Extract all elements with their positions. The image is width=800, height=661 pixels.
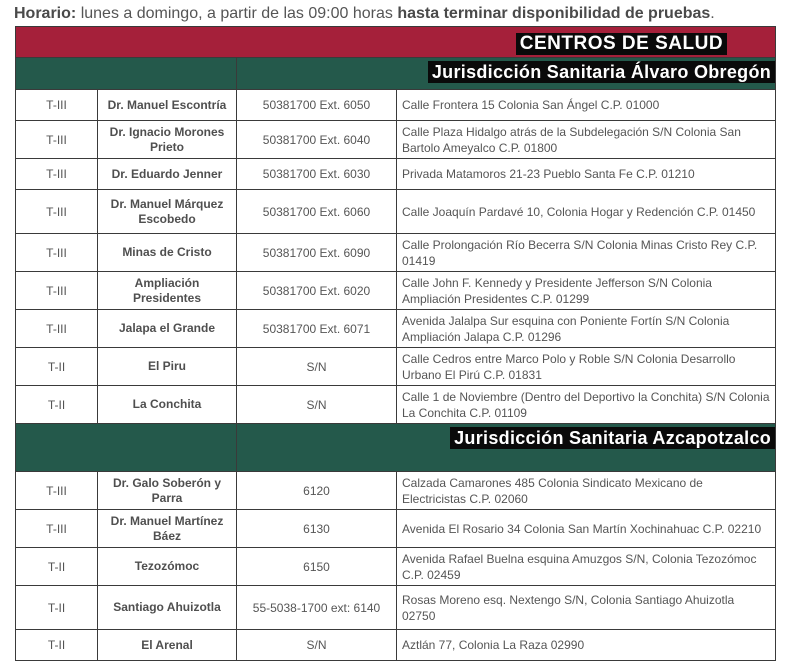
cell-phone: S/N (237, 630, 397, 661)
jurisdiction-right-cell (237, 58, 776, 90)
schedule-period: . (710, 5, 715, 22)
cell-address: Privada Matamoros 21-23 Pueblo Santa Fe C.P. 01210 (397, 159, 776, 190)
jurisdiction-row (16, 424, 776, 472)
table-row (16, 630, 776, 661)
cell-phone: 6120 (237, 472, 397, 510)
cell-center-name: Dr. Galo Soberón y Parra (98, 472, 237, 510)
cell-address: Calzada Camarones 485 Colonia Sindicato Mexicano de Electricistas C.P. 02060 (397, 472, 776, 510)
cell-center-name: Ampliación Presidentes (98, 272, 237, 310)
cell-phone: 50381700 Ext. 6060 (237, 190, 397, 234)
schedule-line (14, 4, 794, 24)
schedule-until: hasta terminar disponibilidad de pruebas (397, 5, 711, 22)
table-row (16, 510, 776, 548)
cell-address: Avenida Jalalpa Sur esquina con Poniente Fortín S/N Colonia Ampliación Jalapa C.P. 01296 (397, 310, 776, 348)
cell-address: Calle Frontera 15 Colonia San Ángel C.P. 01000 (397, 90, 776, 121)
cell-address: Rosas Moreno esq. Nextengo S/N, Colonia Santiago Ahuizotla 02750 (397, 586, 776, 630)
cell-type: T-III (16, 159, 98, 190)
cell-type: T-II (16, 586, 98, 630)
cell-center-name: Dr. Manuel Martínez Báez (98, 510, 237, 548)
cell-type: T-III (16, 90, 98, 121)
cell-phone: 6130 (237, 510, 397, 548)
cell-type: T-III (16, 272, 98, 310)
cell-center-name: El Arenal (98, 630, 237, 661)
table-row (16, 121, 776, 159)
cell-address: Calle Cedros entre Marco Polo y Roble S/N Colonia Desarrollo Urbano El Pirú C.P. 01831 (397, 348, 776, 386)
table-row (16, 348, 776, 386)
cell-type: T-III (16, 234, 98, 272)
table-row (16, 90, 776, 121)
schedule-label: Horario: (14, 5, 77, 22)
cell-type: T-III (16, 190, 98, 234)
table-body (16, 27, 776, 661)
jurisdiction-right-cell (237, 424, 776, 472)
cell-address: Avenida Rafael Buelna esquina Amuzgos S/N, Colonia Tezozómoc C.P. 02459 (397, 548, 776, 586)
jurisdiction-left-cell (16, 58, 237, 90)
title-cell (16, 27, 776, 58)
cell-type: T-III (16, 472, 98, 510)
title-row (16, 27, 776, 58)
cell-center-name: Jalapa el Grande (98, 310, 237, 348)
cell-type: T-II (16, 548, 98, 586)
cell-center-name: El Piru (98, 348, 237, 386)
table-row (16, 586, 776, 630)
schedule-days: lunes a domingo, a partir de las 09:00 horas (80, 5, 393, 22)
cell-center-name: Minas de Cristo (98, 234, 237, 272)
table-row (16, 159, 776, 190)
cell-type: T-III (16, 510, 98, 548)
cell-phone: 50381700 Ext. 6090 (237, 234, 397, 272)
cell-phone: 6150 (237, 548, 397, 586)
cell-center-name: Dr. Ignacio Morones Prieto (98, 121, 237, 159)
table-row (16, 272, 776, 310)
cell-type: T-II (16, 630, 98, 661)
cell-phone: S/N (237, 348, 397, 386)
cell-type: T-II (16, 386, 98, 424)
table-row (16, 190, 776, 234)
cell-center-name: La Conchita (98, 386, 237, 424)
cell-type: T-III (16, 310, 98, 348)
cell-address: Calle Joaquín Pardavé 10, Colonia Hogar y Redención C.P. 01450 (397, 190, 776, 234)
cell-phone: S/N (237, 386, 397, 424)
cell-address: Calle Plaza Hidalgo atrás de la Subdelegación S/N Colonia San Bartolo Ameyalco C.P. 01800 (397, 121, 776, 159)
jurisdiction-name: Jurisdicción Sanitaria Álvaro Obregón (428, 61, 775, 83)
cell-phone: 50381700 Ext. 6020 (237, 272, 397, 310)
cell-center-name: Santiago Ahuizotla (98, 586, 237, 630)
cell-center-name: Dr. Eduardo Jenner (98, 159, 237, 190)
cell-address: Calle Prolongación Río Becerra S/N Colonia Minas Cristo Rey C.P. 01419 (397, 234, 776, 272)
cell-address: Calle 1 de Noviembre (Dentro del Deportivo la Conchita) S/N Colonia La Conchita C.P. 01109 (397, 386, 776, 424)
cell-address: Calle John F. Kennedy y Presidente Jefferson S/N Colonia Ampliación Presidentes C.P. 01299 (397, 272, 776, 310)
cell-phone: 50381700 Ext. 6050 (237, 90, 397, 121)
cell-type: T-III (16, 121, 98, 159)
table-row (16, 548, 776, 586)
jurisdiction-name: Jurisdicción Sanitaria Azcapotzalco (450, 427, 775, 449)
cell-phone: 50381700 Ext. 6071 (237, 310, 397, 348)
cell-center-name: Tezozómoc (98, 548, 237, 586)
cell-phone: 50381700 Ext. 6030 (237, 159, 397, 190)
table-row (16, 472, 776, 510)
cell-phone: 50381700 Ext. 6040 (237, 121, 397, 159)
cell-address: Avenida El Rosario 34 Colonia San Martín Xochinahuac C.P. 02210 (397, 510, 776, 548)
jurisdiction-row (16, 58, 776, 90)
table-row (16, 386, 776, 424)
cell-type: T-II (16, 348, 98, 386)
cell-address: Aztlán 77, Colonia La Raza 02990 (397, 630, 776, 661)
health-centers-table (15, 26, 776, 661)
cell-phone: 55-5038-1700 ext: 6140 (237, 586, 397, 630)
table-row (16, 310, 776, 348)
cell-center-name: Dr. Manuel Márquez Escobedo (98, 190, 237, 234)
table-row (16, 234, 776, 272)
jurisdiction-left-cell (16, 424, 237, 472)
cell-center-name: Dr. Manuel Escontría (98, 90, 237, 121)
table-title: CENTROS DE SALUD (516, 33, 727, 55)
